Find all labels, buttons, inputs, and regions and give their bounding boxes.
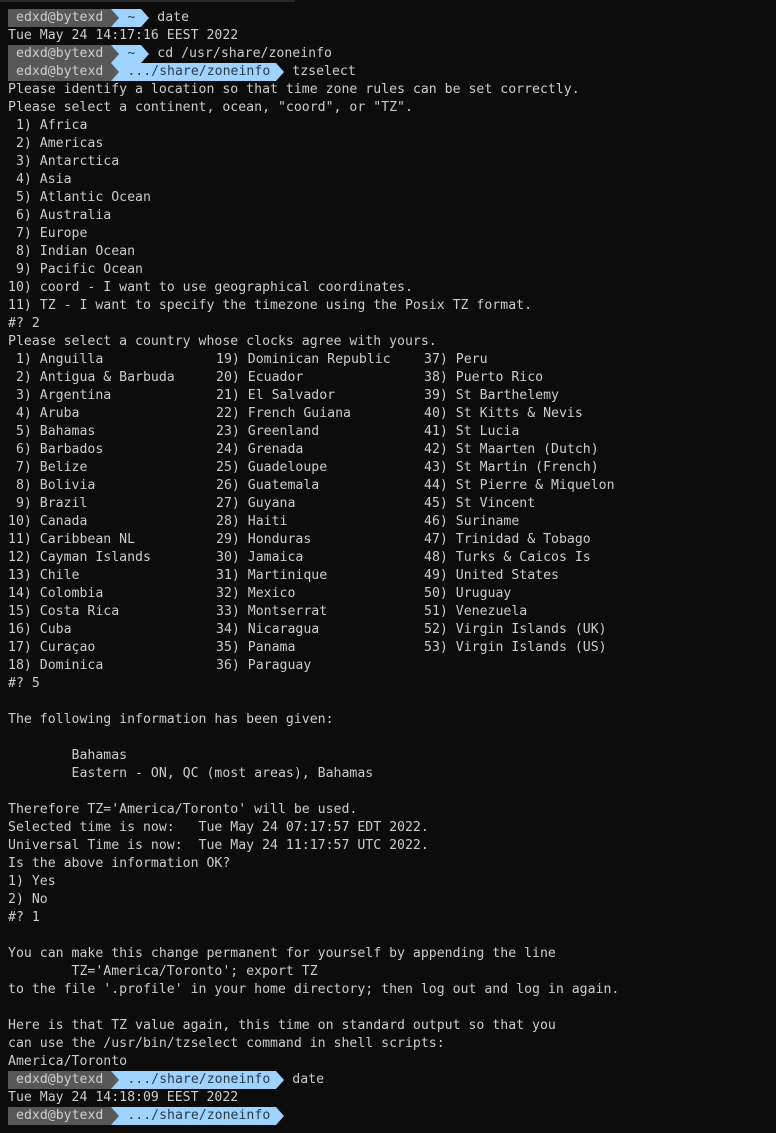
country-option: 16) Cuba xyxy=(8,622,72,637)
prompt-line-current[interactable] xyxy=(8,1107,776,1125)
prompt-dir-segment: .../share/zoneinfo xyxy=(111,1071,276,1089)
confirm-option: 1) Yes xyxy=(8,874,56,889)
prompt-line xyxy=(8,63,776,81)
country-option: 19) Dominican Republic xyxy=(216,352,391,367)
country-option: 47) Trinidad & Tobago xyxy=(424,532,591,547)
continent-option: 10) coord - I want to use geographical coordinates. xyxy=(8,280,413,295)
prompt-line xyxy=(8,1071,776,1089)
country-row xyxy=(8,603,776,621)
country-option: 15) Costa Rica xyxy=(8,604,120,619)
country-row xyxy=(8,477,776,495)
output-line: America/Toronto xyxy=(8,1054,128,1069)
country-option: 37) Peru xyxy=(424,352,488,367)
country-option: 28) Haiti xyxy=(216,514,288,529)
continent-option: 3) Antarctica xyxy=(8,154,120,169)
country-option: 4) Aruba xyxy=(8,406,80,421)
blank-line xyxy=(8,783,776,801)
output-line: Universal Time is now: Tue May 24 11:17:57 UTC 2022. xyxy=(8,838,429,853)
country-option: 46) Suriname xyxy=(424,514,520,529)
output-line: Please identify a location so that time zone rules can be set correctly. xyxy=(8,82,580,97)
prompt-user-segment: edxd@bytexd xyxy=(8,45,111,63)
prompt-line xyxy=(8,9,776,27)
command-text: date xyxy=(292,1072,325,1087)
country-row xyxy=(8,657,776,675)
country-option: 34) Nicaragua xyxy=(216,622,320,637)
continent-option: 6) Australia xyxy=(8,208,112,223)
output-line: Bahamas xyxy=(8,748,128,763)
country-option: 40) St Kitts & Nevis xyxy=(424,406,583,421)
output-line: Please select a continent, ocean, "coord", or "TZ". xyxy=(8,100,413,115)
country-option: 22) French Guiana xyxy=(216,406,351,421)
country-option: 53) Virgin Islands (US) xyxy=(424,640,607,655)
country-option: 11) Caribbean NL xyxy=(8,532,136,547)
country-option: 41) St Lucia xyxy=(424,424,520,439)
country-option: 2) Antigua & Barbuda xyxy=(8,370,175,385)
continent-option: 9) Pacific Ocean xyxy=(8,262,143,277)
prompt-dir-segment: ~ xyxy=(111,9,141,27)
country-option: 12) Cayman Islands xyxy=(8,550,151,565)
country-row xyxy=(8,585,776,603)
blank-line xyxy=(8,693,776,711)
country-option: 51) Venezuela xyxy=(424,604,528,619)
prompt-dir-segment: .../share/zoneinfo xyxy=(111,1107,276,1125)
country-option: 27) Guyana xyxy=(216,496,296,511)
prompt-line xyxy=(8,45,776,63)
output-line: Selected time is now: Tue May 24 07:17:57 EDT 2022. xyxy=(8,820,429,835)
country-option: 45) St Vincent xyxy=(424,496,536,511)
country-option: 29) Honduras xyxy=(216,532,312,547)
prompt-user-segment: edxd@bytexd xyxy=(8,1107,111,1125)
continent-option: 7) Europe xyxy=(8,226,88,241)
country-option: 9) Brazil xyxy=(8,496,88,511)
terminal[interactable] xyxy=(8,9,776,1125)
country-option: 50) Uruguay xyxy=(424,586,512,601)
continent-option: 2) Americas xyxy=(8,136,104,151)
country-option: 8) Bolivia xyxy=(8,478,96,493)
select-answer: #? 5 xyxy=(8,676,40,691)
country-row xyxy=(8,567,776,585)
prompt-user-segment: edxd@bytexd xyxy=(8,9,111,27)
output-line: TZ='America/Toronto'; export TZ xyxy=(8,964,318,979)
country-option: 14) Colombia xyxy=(8,586,104,601)
country-row xyxy=(8,459,776,477)
country-option: 24) Grenada xyxy=(216,442,304,457)
command-text: date xyxy=(157,10,190,25)
output-line: Eastern - ON, QC (most areas), Bahamas xyxy=(8,766,374,781)
country-option: 35) Panama xyxy=(216,640,296,655)
output-line: Please select a country whose clocks agree with yours. xyxy=(8,334,437,349)
output-line: The following information has been given: xyxy=(8,712,334,727)
country-option: 10) Canada xyxy=(8,514,88,529)
output-line: Here is that TZ value again, this time on standard output so that you xyxy=(8,1018,556,1033)
country-option: 7) Belize xyxy=(8,460,88,475)
country-row xyxy=(8,405,776,423)
country-option: 17) Curaçao xyxy=(8,640,96,655)
blank-line xyxy=(8,927,776,945)
country-option: 5) Bahamas xyxy=(8,424,96,439)
select-answer: #? 2 xyxy=(8,316,40,331)
country-option: 44) St Pierre & Miquelon xyxy=(424,478,615,493)
continent-option: 1) Africa xyxy=(8,118,88,133)
confirm-option: 2) No xyxy=(8,892,48,907)
country-row xyxy=(8,549,776,567)
prompt-dir-segment: .../share/zoneinfo xyxy=(111,63,276,81)
output-line: can use the /usr/bin/tzselect command in shell scripts: xyxy=(8,1036,445,1051)
country-row xyxy=(8,495,776,513)
country-option: 43) St Martin (French) xyxy=(424,460,599,475)
output-line: Tue May 24 14:18:09 EEST 2022 xyxy=(8,1090,239,1105)
blank-line xyxy=(8,729,776,747)
country-row xyxy=(8,621,776,639)
prompt-user-segment: edxd@bytexd xyxy=(8,63,111,81)
output-line: Therefore TZ='America/Toronto' will be used. xyxy=(8,802,358,817)
select-answer: #? 1 xyxy=(8,910,40,925)
country-list xyxy=(8,351,776,675)
country-row xyxy=(8,387,776,405)
country-option: 48) Turks & Caicos Is xyxy=(424,550,591,565)
country-option: 39) St Barthelemy xyxy=(424,388,559,403)
country-option: 13) Chile xyxy=(8,568,80,583)
continent-option: 5) Atlantic Ocean xyxy=(8,190,151,205)
country-row xyxy=(8,639,776,657)
country-row xyxy=(8,513,776,531)
country-option: 52) Virgin Islands (UK) xyxy=(424,622,607,637)
country-option: 3) Argentina xyxy=(8,388,112,403)
country-option: 25) Guadeloupe xyxy=(216,460,328,475)
country-option: 33) Montserrat xyxy=(216,604,328,619)
country-option: 38) Puerto Rico xyxy=(424,370,544,385)
continent-option: 8) Indian Ocean xyxy=(8,244,136,259)
window-top-edge xyxy=(0,0,295,2)
blank-line xyxy=(8,999,776,1017)
output-line: to the file '.profile' in your home directory; then log out and log in again. xyxy=(8,982,620,997)
country-option: 32) Mexico xyxy=(216,586,296,601)
country-row xyxy=(8,531,776,549)
country-option: 1) Anguilla xyxy=(8,352,104,367)
country-option: 42) St Maarten (Dutch) xyxy=(424,442,599,457)
output-line: Tue May 24 14:17:16 EEST 2022 xyxy=(8,28,239,43)
country-option: 6) Barbados xyxy=(8,442,104,457)
country-option: 30) Jamaica xyxy=(216,550,304,565)
country-option: 18) Dominica xyxy=(8,658,104,673)
country-option: 23) Greenland xyxy=(216,424,320,439)
country-option: 49) United States xyxy=(424,568,559,583)
country-option: 21) El Salvador xyxy=(216,388,336,403)
country-option: 20) Ecuador xyxy=(216,370,304,385)
output-line: Is the above information OK? xyxy=(8,856,231,871)
continent-option: 4) Asia xyxy=(8,172,72,187)
command-text: tzselect xyxy=(292,64,356,79)
country-row xyxy=(8,423,776,441)
country-option: 26) Guatemala xyxy=(216,478,320,493)
country-row xyxy=(8,369,776,387)
country-row xyxy=(8,351,776,369)
country-option: 36) Paraguay xyxy=(216,658,312,673)
output-line: You can make this change permanent for yourself by appending the line xyxy=(8,946,556,961)
country-row xyxy=(8,441,776,459)
prompt-dir-segment: ~ xyxy=(111,45,141,63)
command-text: cd /usr/share/zoneinfo xyxy=(157,46,332,61)
country-option: 31) Martinique xyxy=(216,568,328,583)
prompt-user-segment: edxd@bytexd xyxy=(8,1071,111,1089)
continent-option: 11) TZ - I want to specify the timezone using the Posix TZ format. xyxy=(8,298,533,313)
